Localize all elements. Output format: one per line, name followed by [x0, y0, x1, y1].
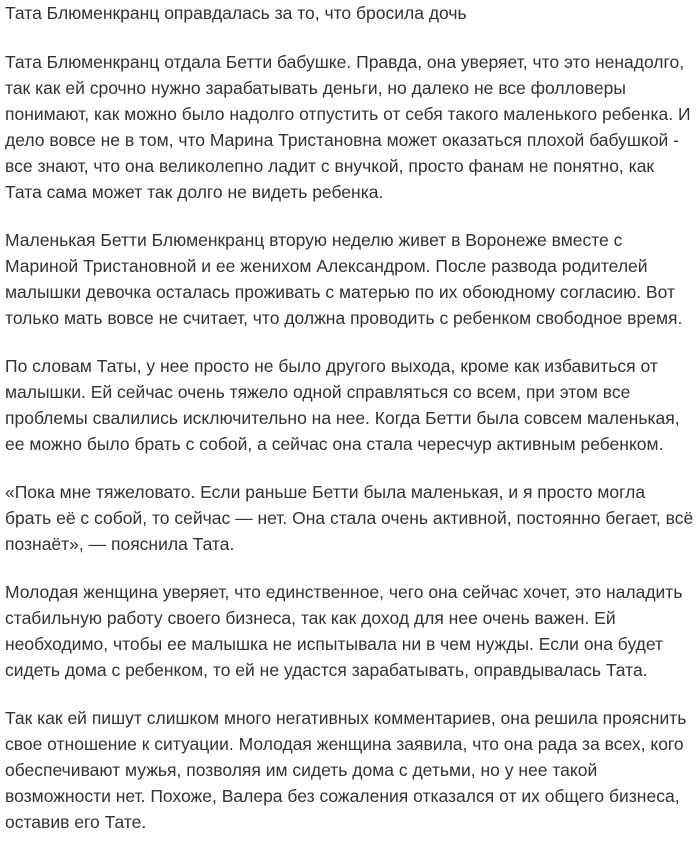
article-paragraphs: [5, 49, 695, 835]
article-paragraph: Так как ей пишут слишком много негативных комментариев, она решила прояснить свое отношение к ситуации. Молодая женщина заявила, что она рада за всех, кого обеспечивают мужья, позволяя им сидеть дома с детьми, но у нее такой возможности нет. Похоже, Валера без сожаления отказался от их общего бизнеса, оставив его Тате.: [5, 708, 687, 832]
article-paragraph: Молодая женщина уверяет, что единственное, чего она сейчас хочет, это наладить стабильную работу своего бизнеса, так как доход для нее очень важен. Ей необходимо, чтобы ее малышка не испытывала ни в чем нужды. Если она будет сидеть дома с ребенком, то ей не удастся зарабатывать, оправдывалась Тата.: [5, 582, 683, 680]
article-paragraph: По словам Таты, у нее просто не было другого выхода, кроме как избавиться от малышки. Ей сейчас очень тяжело одной справляться со всем, при этом все проблемы свалились исключительно на нее. Когда Бетти была совсем маленькая, ее можно было брать с собой, а сейчас она стала чересчур активным ребенком.: [5, 356, 680, 454]
article-paragraph: Тата Блюменкранц отдала Бетти бабушке. Правда, она уверяет, что это ненадолго, так как ей срочно нужно зарабатывать деньги, но далеко не все фолловеры понимают, как можно было надолго отпустить от себя такого маленького ребенка. И дело вовсе не в том, что Марина Тристановна может оказаться плохой бабушкой - все знают, что она великолепно ладит с внучкой, просто фанам не понятно, как Тата сама может так долго не видеть ребенка.: [5, 52, 691, 202]
article-title: Тата Блюменкранц оправдалась за то, что бросила дочь: [5, 3, 467, 23]
article-paragraph: «Пока мне тяжеловато. Если раньше Бетти была маленькая, и я просто могла брать её с собой, то сейчас — нет. Она стала очень активной, постоянно бегает, всё познаёт», — пояснила Тата.: [5, 482, 694, 554]
article-paragraph: Маленькая Бетти Блюменкранц вторую неделю живет в Воронеже вместе с Мариной Тристановной и ее женихом Александром. После развода родителей малышки девочка осталась проживать с матерью по их обоюдному согласию. Вот только мать вовсе не считает, что должна проводить с ребенком свободное время.: [5, 230, 683, 328]
